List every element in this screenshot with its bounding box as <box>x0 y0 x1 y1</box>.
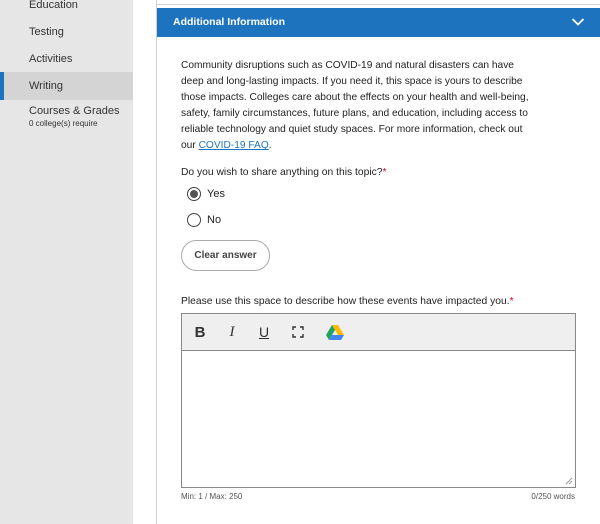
sidebar-item-label: Courses & Grades <box>29 105 120 117</box>
section-header[interactable] <box>157 8 600 37</box>
bold-button[interactable]: B <box>194 323 206 341</box>
share-question-label: Do you wish to share anything on this topic?* <box>181 167 387 178</box>
required-marker: * <box>509 296 514 307</box>
radio-no[interactable] <box>187 213 201 227</box>
sidebar-item-education[interactable] <box>0 0 133 14</box>
google-drive-icon[interactable] <box>325 323 345 341</box>
radio-yes[interactable] <box>187 187 201 201</box>
resize-handle-icon[interactable] <box>565 477 573 485</box>
rich-text-editor <box>181 313 576 488</box>
additional-information-panel <box>156 0 600 524</box>
editor-toolbar <box>182 314 575 351</box>
word-count: 0/250 words <box>531 492 575 501</box>
sidebar-item-label: Activities <box>29 53 73 65</box>
section-description: Community disruptions such as COVID-19 and natural disasters can have deep and long-lasting impacts. If you need it, this space is yours to describe those impacts. Colleges care about the effects on your health and well-being, safety, family circumstances, future plans, and education, including access to reliable technology and quiet study spaces. For more information, check out our COVID-19 FAQ. <box>181 60 529 152</box>
radio-option-no[interactable] <box>187 213 221 227</box>
radio-yes-label: Yes <box>207 188 225 200</box>
textarea-label: Please use this space to describe how these events have impacted you.* <box>181 296 514 307</box>
sidebar-item-writing[interactable] <box>0 72 133 100</box>
gutter <box>133 0 156 524</box>
fullscreen-icon[interactable] <box>288 323 308 341</box>
sidebar-item-requirement: 0 college(s) require <box>29 119 98 128</box>
section-title: Additional Information <box>173 16 285 28</box>
word-limits: Min: 1 / Max: 250 <box>181 492 243 501</box>
radio-option-yes[interactable] <box>187 187 225 201</box>
italic-button[interactable]: I <box>229 323 235 340</box>
underline-button[interactable]: U <box>258 324 270 340</box>
previous-section-edge <box>157 0 600 5</box>
sidebar-item-testing[interactable] <box>0 18 133 46</box>
sidebar-item-courses-grades[interactable] <box>0 105 133 131</box>
impact-text-area[interactable] <box>182 351 575 488</box>
sidebar-item-label: Education <box>29 0 78 11</box>
sidebar <box>0 0 133 524</box>
required-marker: * <box>382 167 387 178</box>
clear-answer-button[interactable]: Clear answer <box>181 240 270 271</box>
sidebar-item-activities[interactable] <box>0 45 133 73</box>
radio-no-label: No <box>207 214 222 226</box>
sidebar-item-label: Testing <box>29 26 64 38</box>
sidebar-item-label: Writing <box>29 80 64 92</box>
chevron-down-icon[interactable] <box>571 16 585 28</box>
covid-faq-link[interactable]: COVID-19 FAQ <box>198 140 269 152</box>
